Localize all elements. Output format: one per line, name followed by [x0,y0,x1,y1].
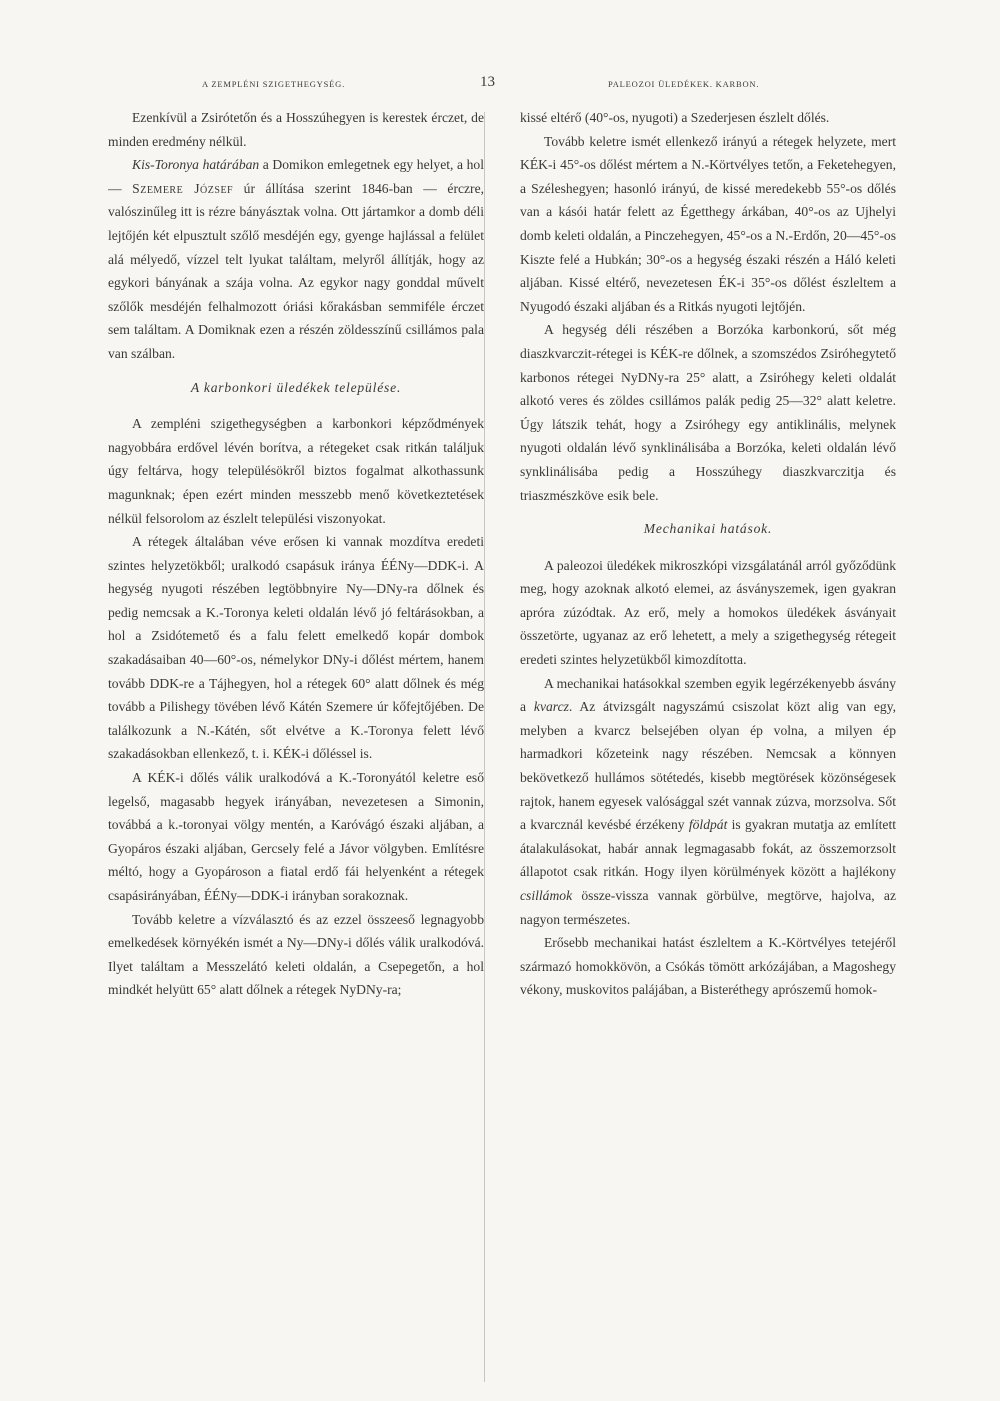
text-run: . Az átvizsgált nagyszámú csiszolat közt alig van egy, melyben a kvarcz belsejében olyan ép volna, a milyen ép harmadkori kőzeteink nagy részében. Nemcsak a könnyen bekövetkező hullámos sötétedés, kisebb megtörések közönségesek rajtok, hanem egyesek valósággal szét vannak zúzva, morzsolva. Sőt a kvarcznál kevésbé érzékeny [520,699,897,833]
paragraph: Erősebb mechanikai hatást észleltem a K.-Körtvélyes tetejéről származó homokkövön, a Csókás tömött arkózájában, a Magoshegy vékony, muskovitos palájában, a Bisteréthegy aprószemű homok- [520,935,896,998]
text-run: is gyakran mutatja az említett átalakulásokat, habár annak legmagasabb fokát, az összemorzsolt állapotot csak ritkán. Hogy ilyen körülmények között a hajlékony [520,817,897,880]
column-divider [484,112,485,1382]
paragraph: A rétegek általában véve erősen ki vannak mozdítva eredeti szintes helyzetökből; uralkodó csapásuk iránya ÉÉNy—DDK-i. A hegység nyugoti részében legtöbbnyire Ny—DNy-ra dőlnek és pedig nemcsak a K.-Toronya keleti oldalán lévő jó feltárásokban, a hol a Zsidótemető és a falu felett emelkedő kopár dombok szakadásaiban 40—60°-os, némelykor DNy-i dőlést mértem, hanem tovább DDK-re a Tájhegyen, hol a rétegek 60° alatt dőlnek és még tovább a Pilishegy tövében lévő Kátén Szemere úr kőfejtőjében. De találkozunk a N.-Kátén, sőt elvétve a K.-Toronya felett lévő szakadásokban ellenkező, t. i. KÉK-i dőléssel is. [108,534,484,762]
section-heading: A karbonkori üledékek települése. [190,379,402,395]
paragraph-continued: kissé eltérő (40°-os, nyugoti) a Szederjesen észlelt dőlés. [520,110,830,125]
section-heading: Mechanikai hatások. [643,521,773,537]
paragraph: Tovább keletre a vízválasztó és az ezzel összeeső legnagyobb emelkedések környékén ismét a Ny—DNy-i dőlés válik uralkodóvá. Ilyet találtam a Messzelátó keleti oldalán, a Csepegetőn, a hol mindkét helyütt 65° alatt dőlnek a rétegek NyDNy-ra; [108,911,484,998]
emphasis-place: Kis-Toronya határában [132,157,260,173]
person-name: Szemere József [132,180,234,196]
paragraph: Tovább keletre ismét ellenkező irányú a rétegek helyzete, mert KÉK-i 45°-os dőlést mértem a N.-Körtvélyes tetőn, a Feketehegyen, a Széleshegyen; hasonló irányú, de kissé meredekebb 55°-os dőlés van a kásói határ felett az Égetthegy árkában, 40°-os az Ujhelyi domb keleti oldalán, a Pinczehegyen, 45°-os a N.-Erdőn, 20—45°-os Kiszte felé a Hubkán; 30°-os a hegység északi részén a Háló keleti aljában. Kissé eltérő, nevezetesen ÉK-i 35°-os dőlést észleltem a Nyugodó északi aljában és a Ritkás nyugoti lejtőjén. [520,133,896,314]
running-head-right: PALEOZOI ÜLEDÉKEK. KARBON. [608,79,760,89]
text-run: a Domikon emlegetnek egy helyet, a hol — [108,157,484,196]
right-column [520,106,896,1002]
paragraph: A hegység déli részében a Borzóka karbonkorú, sőt még diaszkvarczit-rétegei is KÉK-re dőlnek, a szomszédos Zsiróhegytető karbonos rétegei NyDNy-ra 25° alatt, a Zsiróhegy keleti oldalát alkotó veres és zöldes csillámos palák pedig 25—32° alatt keletre. Úgy látszik tehát, hogy a Zsiróhegy egy antiklinális, melynek nyugoti oldalán lévő synklinálisába a Borzóka, keleti oldalán lévő synklinálisába pedig a Hosszúhegy diaszkvarczitja és triaszmészköve esik bele. [520,322,896,503]
paragraph: A paleozoi üledékek mikroszkópi vizsgálatánál arról győződünk meg, hogy azoknak alkotó elemei, az ásványszemek, igen gyakran apróra zúzódtak. Az erő, mely a homokos üledékek ásványait összetörte, ugyanaz az erő lehetett, a mely a szigethegység rétegeit eredeti szintes helyzetükből kimozdította. [520,557,896,668]
text-run: úr állítása szerint 1846-ban — érczre, valószinűleg itt is rézre bányásztak volna. Ott jártamkor a domb déli lejtőjén két elpusztult szőlő mesdéjén egy, gyenge hajlással a felület alá mélyedő, vízzel telt lyukat találtam, melyről állítják, hogy az egykori bányának a szája volna. Az egykor nagy gonddal művelt szőlők mesdéjén felhalmozott óriási kőrakásban semmiféle érczet sem találtam. A Domiknak ezen a részén zöldesszínű csillámos pala van szálban. [108,180,485,361]
running-head [108,74,896,96]
paragraph: A KÉK-i dőlés válik uralkodóvá a K.-Toronyától keletre eső legelső, magasabb hegyek irányában, nevezetesen a Simonin, továbbá a k.-toronyai völgy mentén, a Karóvágó északi aljában, a Gyopáros északi aljában, Gercsely felé a Jávor völgyben. Említésre méltó, hogy a Gyopároson a fiatal erdő fái helyenként a rétegek csapásirányában, ÉÉNy—DDK-i irányban sorakoznak. [108,770,484,903]
paragraph: Ezenkívül a Zsirótetőn és a Hosszúhegyen is kerestek érczet, de minden eredmény nélkül. [108,110,484,149]
page-number: 13 [480,74,495,90]
left-column [108,106,484,1002]
running-head-left: A ZEMPLÉNI SZIGETHEGYSÉG. [202,79,346,89]
text-run: A mechanikai hatásokkal szemben egyik legérzékenyebb ásvány a [520,675,896,715]
paragraph [108,153,484,365]
paragraph: A zempléni szigethegységben a karbonkori képződmények nagyobbára erdővel lévén borítva, a rétegeket csak ritkán találjuk úgy feltárva, hogy településökről biztos fogalmat alkothassunk magunknak; épen ezért minden messzebb menő következtetések nélkül felsorolom az észlelt települési viszonyokat. [108,416,484,526]
paragraph [520,672,896,932]
emphasis-mineral: csillámok [520,888,573,903]
emphasis-mineral: kvarcz [533,699,569,715]
emphasis-mineral: földpát [688,817,728,833]
text-run: össze-vissza vannak görbülve, megtörve, hajolva, az nagyon természetes. [520,888,896,927]
